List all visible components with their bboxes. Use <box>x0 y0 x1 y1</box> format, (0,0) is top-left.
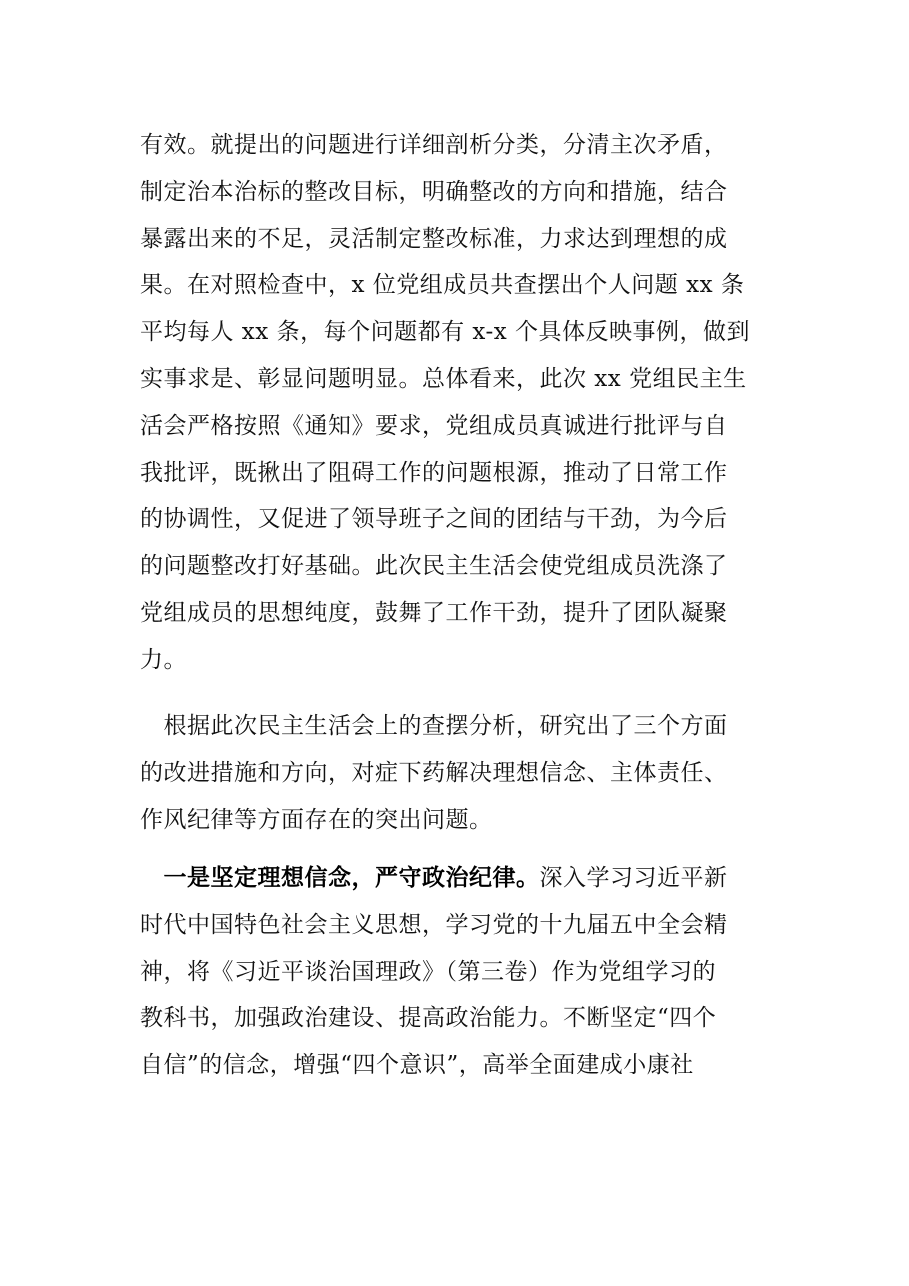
text-line: 时代中国特色社会主义思想，学习党的十九届五中全会精 <box>140 911 728 938</box>
text-line: 暴露出来的不足，灵活制定整改标准，力求达到理想的成 <box>140 225 728 252</box>
text-line: 根据此次民主生活会上的查摆分析，研究出了三个方面 <box>140 713 728 739</box>
text-line: 自信”的信念，增强“四个意识”，高举全面建成小康社 <box>140 1052 694 1079</box>
text-line: 果。在对照检查中，x 位党组成员共查摆出个人问题 xx 条 <box>140 272 745 299</box>
paragraph-summary <box>140 122 775 684</box>
text-line: 的问题整改打好基础。此次民主生活会使党组成员洗涤了 <box>140 553 728 580</box>
text-line: 神，将《习近平谈治国理政》（第三卷）作为党组学习的 <box>140 958 716 985</box>
text-line: 教科书，加强政治建设、提高政治能力。不断坚定“四个 <box>140 1005 717 1032</box>
text-line: 平均每人 xx 条，每个问题都有 x-x 个具体反映事例，做到 <box>140 319 750 346</box>
text-line: 我批评，既揪出了阻碍工作的问题根源，推动了日常工作 <box>140 459 728 486</box>
text-line: 的协调性，又促进了领导班子之间的团结与干劲，为今后 <box>140 506 728 533</box>
text-line: 作风纪律等方面存在的突出问题。 <box>140 806 493 833</box>
text-line: 实事求是、彰显问题明显。总体看来，此次 xx 党组民主生 <box>140 365 747 392</box>
paragraph-measure-one <box>140 855 775 1089</box>
text-line: 党组成员的思想纯度，鼓舞了工作干劲，提升了团队凝聚 <box>140 599 728 626</box>
section-heading: 一是坚定理想信念，严守政治纪律。 <box>140 864 540 891</box>
text-line: 的改进措施和方向，对症下药解决理想信念、主体责任、 <box>140 759 728 786</box>
text-line-rest: 深入学习习近平新 <box>539 865 728 891</box>
text-line: 力。 <box>140 646 187 673</box>
text-line: 制定治本治标的整改目标，明确整改的方向和措施，结合 <box>140 178 728 205</box>
text-line: 有效。就提出的问题进行详细剖析分类，分清主次矛盾， <box>140 132 728 158</box>
paragraph-improvement-intro <box>140 703 775 843</box>
text-line: 活会严格按照《通知》要求，党组成员真诚进行批评与自 <box>140 412 728 439</box>
text-line-with-heading <box>140 855 775 902</box>
